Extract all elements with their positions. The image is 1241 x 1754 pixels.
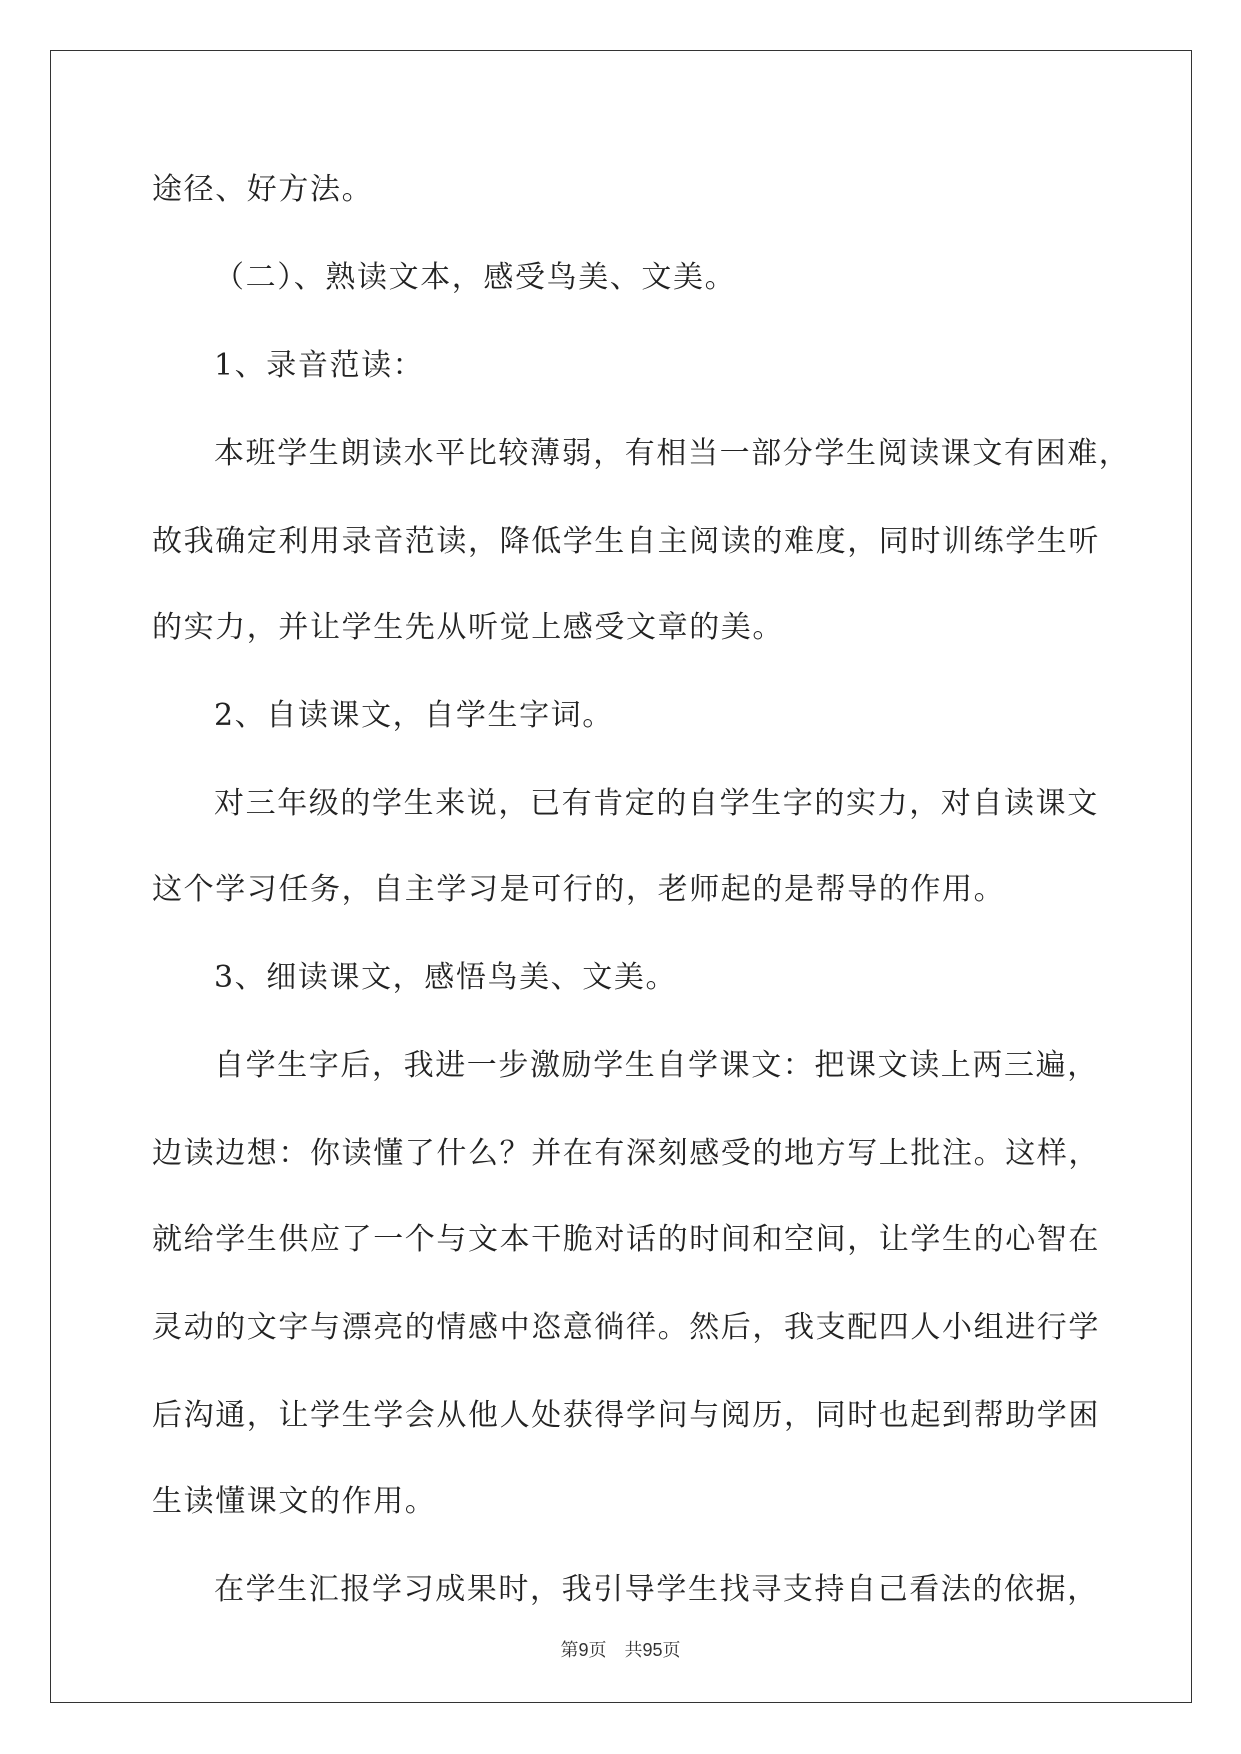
section-heading: （二）、熟读文本，感受鸟美、文美。 <box>214 260 737 295</box>
text-line: 本班学生朗读水平比较薄弱，有相当一部分学生阅读课文有困难， <box>214 436 1131 471</box>
text-line: 就给学生供应了一个与文本干脆对话的时间和空间，让学生的心智在 <box>152 1222 1100 1257</box>
subheading: 1、录音范读： <box>214 348 425 383</box>
text-line: 对三年级的学生来说，已有肯定的自学生字的实力，对自读课文 <box>214 786 1099 821</box>
page-footer <box>0 1638 1241 1663</box>
text-line: 这个学习任务，自主学习是可行的，老师起的是帮导的作用。 <box>152 872 1006 907</box>
page-prefix: 第 <box>560 1640 579 1661</box>
text-line: 边读边想：你读懂了什么？并在有深刻感受的地方写上批注。这样， <box>152 1136 1100 1171</box>
total-prefix: 共 <box>624 1640 643 1661</box>
total-pages: 95 <box>642 1640 663 1660</box>
total-suffix: 页 <box>662 1640 681 1661</box>
page-number: 9 <box>578 1640 589 1660</box>
text-line: 在学生汇报学习成果时，我引导学生找寻支持自己看法的依据， <box>214 1572 1099 1607</box>
text-line: 生读懂课文的作用。 <box>152 1484 437 1519</box>
text-line: 的实力，并让学生先从听觉上感受文章的美。 <box>152 610 784 645</box>
text-line: 途径、好方法。 <box>152 172 374 207</box>
subheading: 3、细读课文，感悟鸟美、文美。 <box>214 960 678 995</box>
text-line: 灵动的文字与漂亮的情感中恣意徜徉。然后，我支配四人小组进行学 <box>152 1310 1100 1345</box>
text-line: 故我确定利用录音范读，降低学生自主阅读的难度，同时训练学生听 <box>152 524 1100 559</box>
text-line: 自学生字后，我进一步激励学生自学课文：把课文读上两三遍， <box>214 1048 1099 1083</box>
subheading: 2、自读课文，自学生字词。 <box>214 698 614 733</box>
text-line: 后沟通，让学生学会从他人处获得学问与阅历，同时也起到帮助学困 <box>152 1398 1100 1433</box>
page-suffix: 页 <box>588 1640 607 1661</box>
